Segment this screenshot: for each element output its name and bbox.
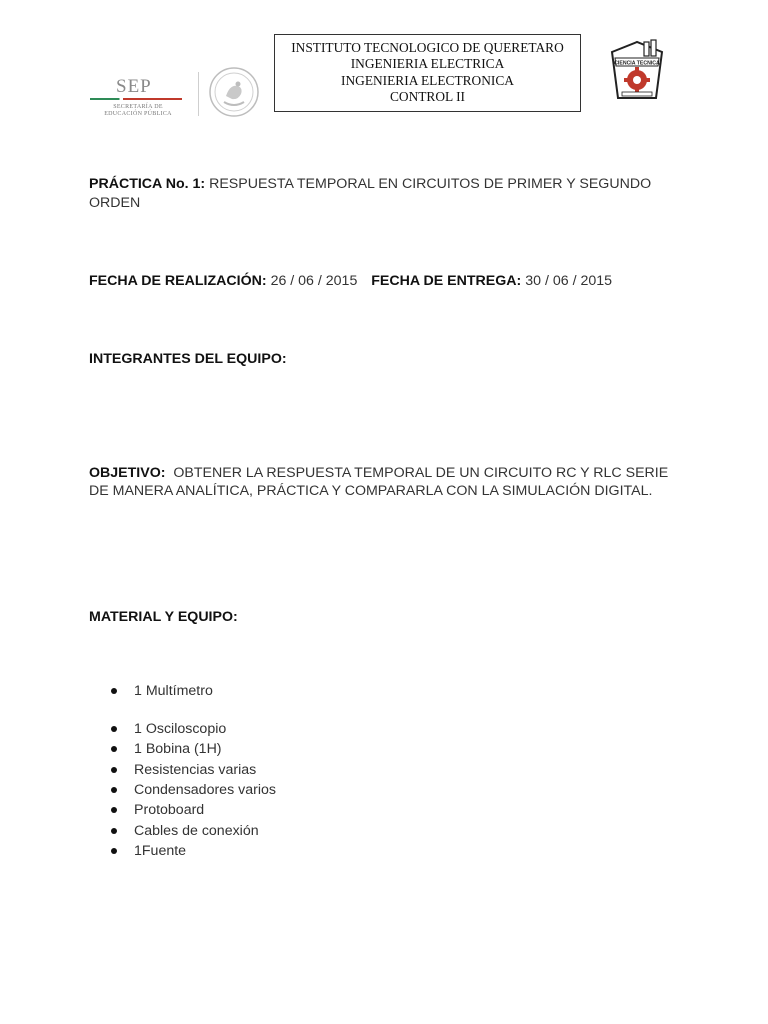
team-label: INTEGRANTES DEL EQUIPO:	[89, 351, 287, 367]
delivery-date-value: 30 / 06 / 2015	[525, 273, 613, 289]
career-electrical: INGENIERIA ELECTRICA	[350, 56, 505, 72]
bullet-icon	[111, 807, 117, 813]
bullet-icon	[111, 688, 117, 694]
institute-name: INSTITUTO TECNOLOGICO DE QUERETARO	[291, 40, 564, 55]
national-seal-icon	[208, 66, 260, 118]
logo-divider	[198, 72, 199, 116]
objective-label: OBJETIVO:	[89, 465, 166, 481]
objective-text: OBTENER LA RESPUESTA TEMPORAL DE UN CIRCUITO RC Y RLC SERIE DE MANERA ANALÍTICA, PRÁCTICA Y COMPARARLA CON LA SIMULACIÓN DIGITAL.	[89, 465, 669, 499]
bullet-icon	[111, 746, 117, 752]
practice-title	[89, 175, 699, 213]
materials-label: MATERIAL Y EQUIPO:	[89, 609, 238, 625]
dates-row	[89, 272, 729, 291]
practice-title-text: RESPUESTA TEMPORAL EN CIRCUITOS DE PRIMER Y SEGUNDO ORDEN	[89, 176, 652, 211]
realization-date-value: 26 / 06 / 2015	[270, 273, 358, 289]
bullet-icon	[111, 787, 117, 793]
sep-logo-text: SEP	[116, 76, 152, 97]
institute-logo-icon	[608, 38, 666, 104]
bullet-icon	[111, 848, 117, 854]
bullet-icon	[111, 767, 117, 773]
institute-logo-banner: CIENCIA TECNICA	[614, 60, 660, 67]
delivery-date-label: FECHA DE ENTREGA:	[371, 273, 522, 289]
bullet-icon	[111, 828, 117, 834]
institute-header	[274, 34, 581, 112]
bullet-icon	[111, 726, 117, 732]
course-name: CONTROL II	[389, 88, 465, 104]
sep-logo-rule	[90, 98, 182, 100]
sep-subtitle-line-2: EDUCACIÓN PÚBLICA	[104, 111, 172, 117]
document-page: SEP SECRETARÍA DE EDUCACIÓN PÚBLICA INSTITUTO TECNOLOGICO DE QUERETARO INGENIERIA ELECTRICA INGENIERIA ELECTRONICA CONTROL II CIENCIA TECNICA PRÁCTICA No. 1: RESPUESTA TEMPORAL EN CIRCUITOS DE PRIMER Y SEGUNDO ORDEN FECHA DE REALIZACIÓN: 26 / 06 / 2015 FECHA DE ENTREGA: 30 / 06 / 2015 INTEGRANTES DEL EQUIPO: OBJETIVO: OBTENER LA RESPUESTA TEMPORAL DE UN CIRCUITO RC Y RLC SERIE DE MANERA ANALÍTICA, PRÁCTICA Y COMPARARLA CON LA SIMULACIÓN DIGITAL. MATERIAL Y EQUIPO: 1 Multímetro 1 Osciloscopio 1 Bobina (1H) Resistencias varias Condensadores varios Protoboard Cables de conexión 1Fuente	[0, 0, 768, 1024]
sep-subtitle-line-1: SECRETARÍA DE	[113, 104, 163, 110]
realization-date-label: FECHA DE REALIZACIÓN:	[89, 273, 267, 289]
objective	[89, 464, 679, 500]
career-electronic: INGENIERIA ELECTRONICA	[341, 72, 514, 88]
practice-label: PRÁCTICA No. 1:	[89, 176, 206, 192]
sep-logo-subtitle	[96, 104, 180, 118]
